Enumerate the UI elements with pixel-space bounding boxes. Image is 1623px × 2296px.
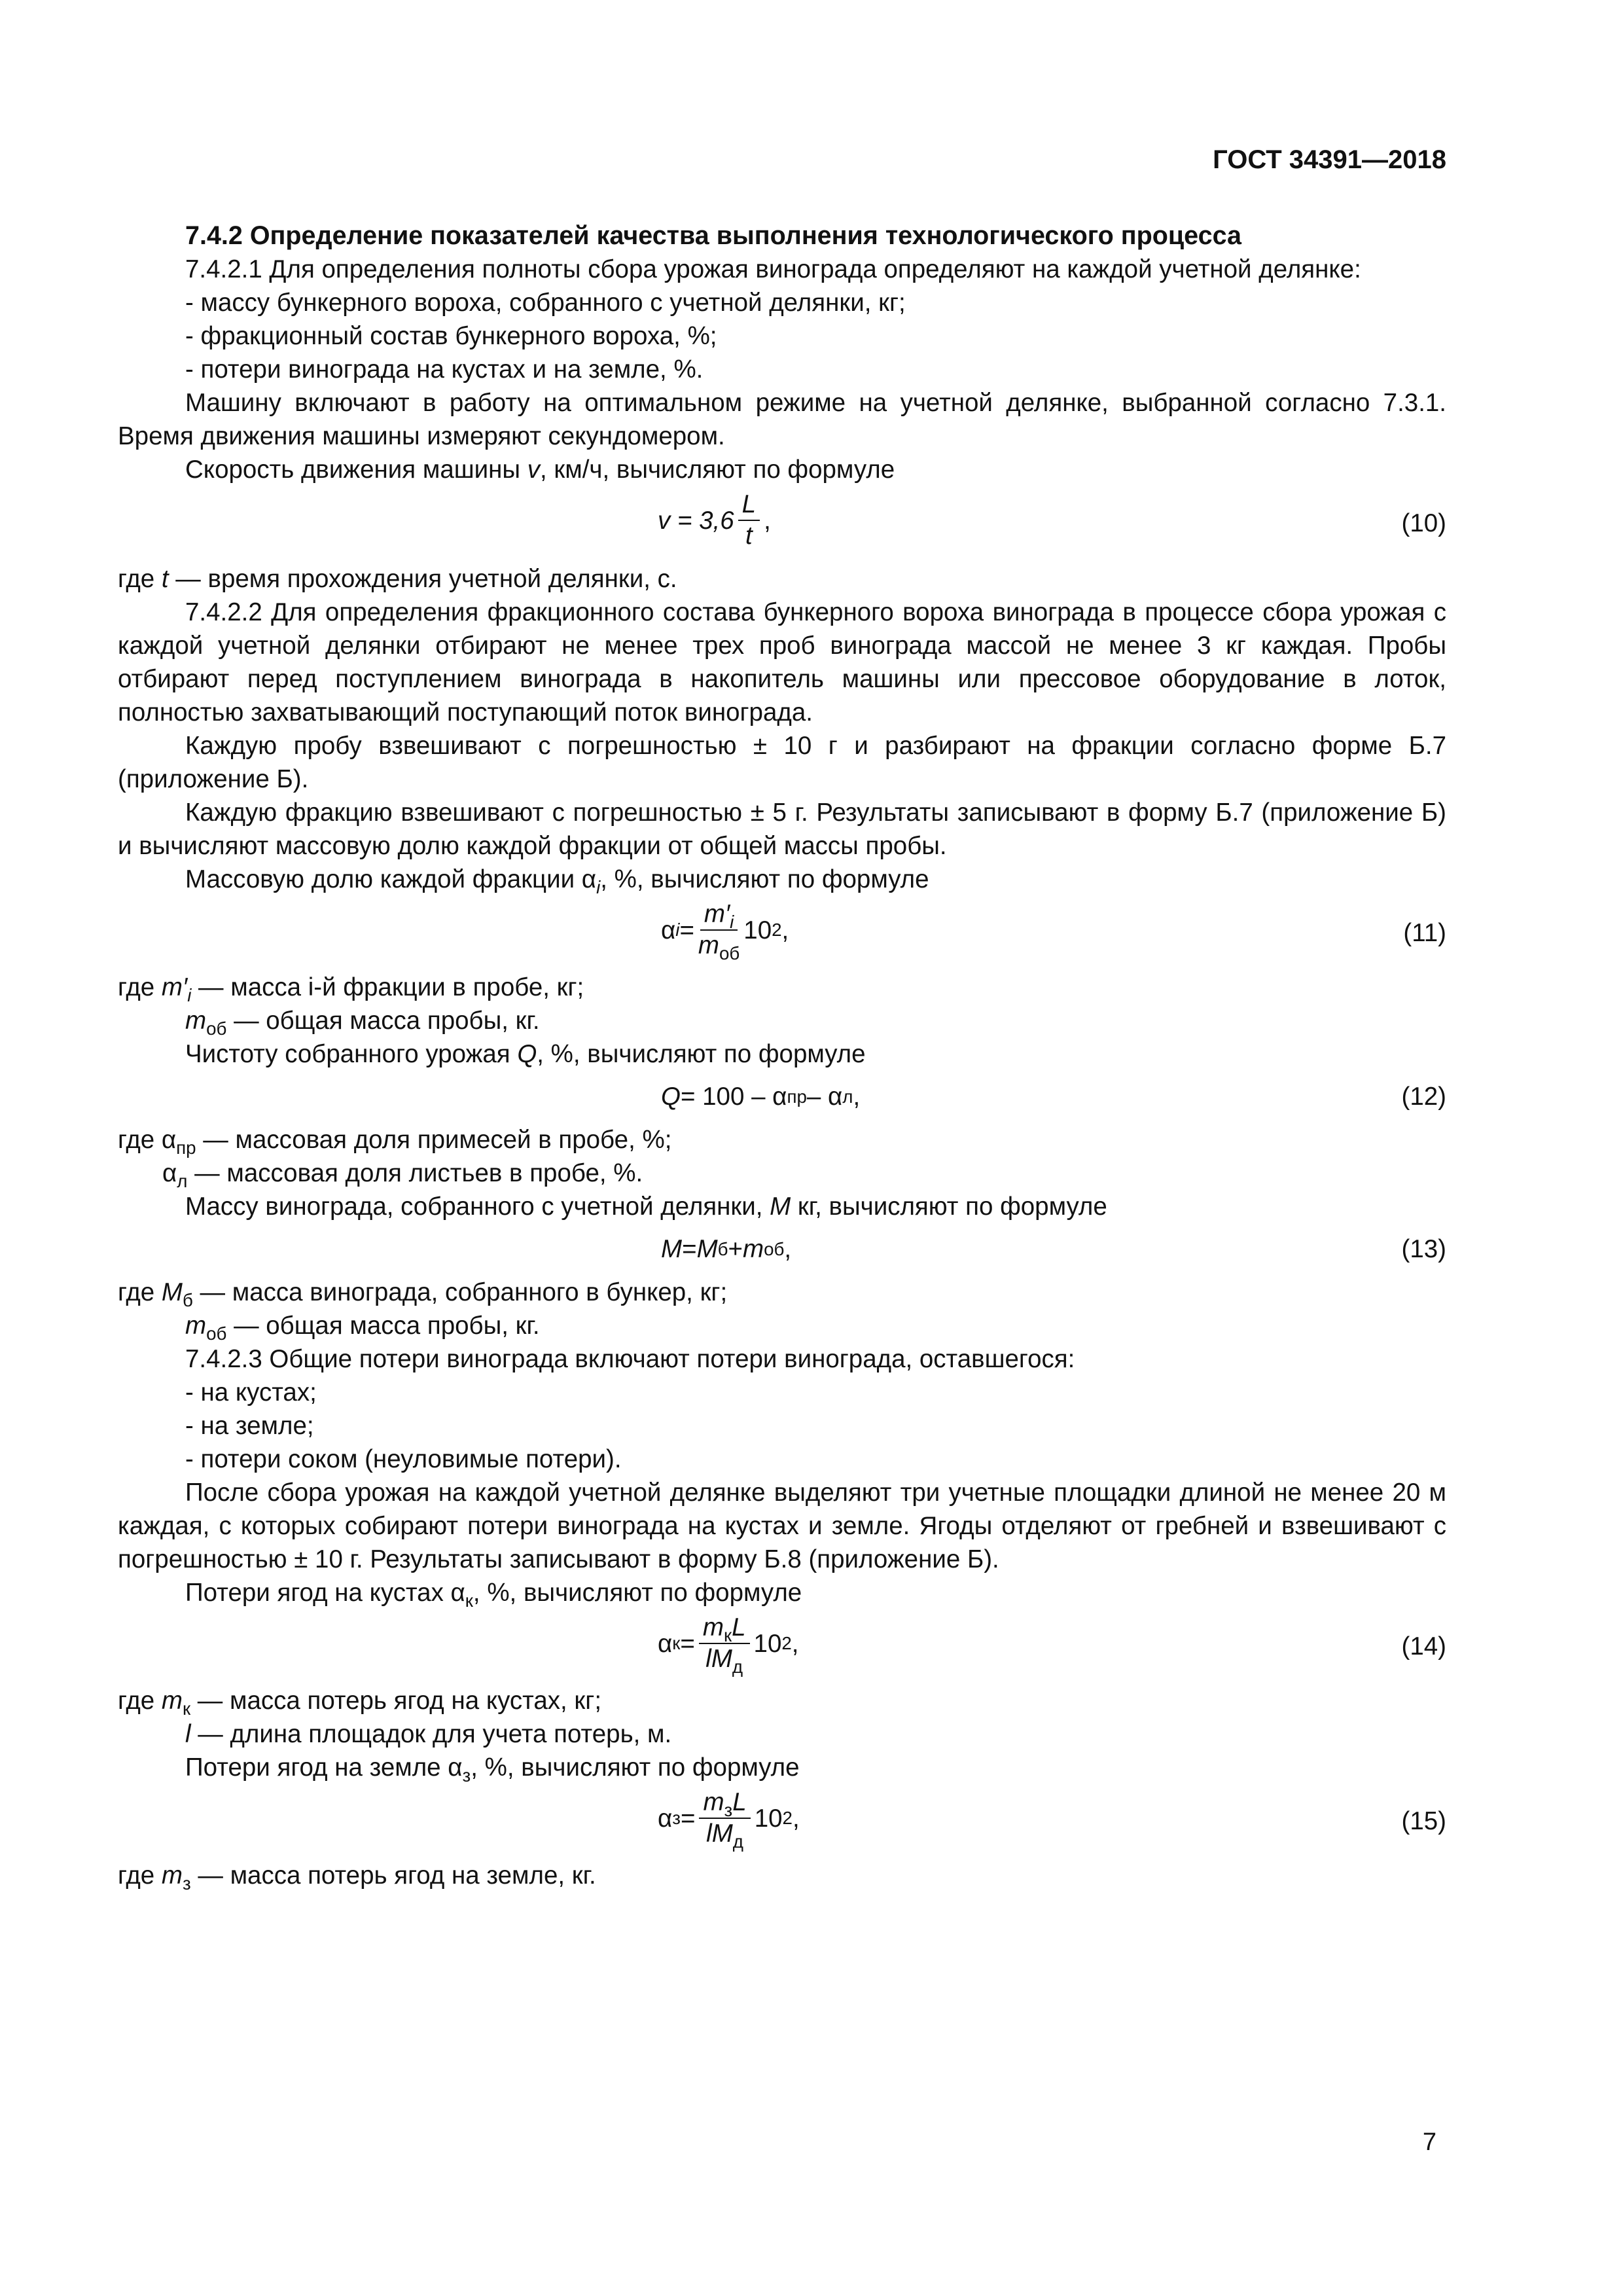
paragraph: Потери ягод на земле $\alpha_з$, %, вычисляют по формуле — [185, 1753, 800, 1785]
paragraph: Машину включают в работу на оптимальном режиме на учетной делянке, выбранной согласно 7.3.1. Время движения машины измеряют секундомером. — [118, 389, 1446, 450]
paragraph: После сбора урожая на каждой учетной делянке выделяют три учетные площадки длиной не менее 20 м каждая, с которых собирают потери винограда на кустах и земле. Ягоды отделяют от гребней и взвешивают с погрешностью ± 10 г. Результаты записывают в форму Б.8 (приложение Б). — [118, 1479, 1446, 1573]
equation-number: (14) — [1401, 1632, 1446, 1660]
where-clause: где $\alpha_{пр}$ — массовая доля примесей в пробе, %; — [118, 1126, 672, 1158]
paragraph: Каждую фракцию взвешивают с погрешностью ± 5 г. Результаты записывают в форму Б.7 (приложение Б) и вычисляют массовую долю каждой фракции от общей массы пробы. — [118, 798, 1446, 860]
formula: α к = $\frac{m_кL}{lM_д}$ 10 2 , — [658, 1613, 799, 1677]
list-item: - массу бункерного вороха, собранного с учетной делянки, кг; — [185, 289, 906, 317]
where-clause: где $M_б$ — масса винограда, собранного в бункер, кг; — [118, 1278, 728, 1310]
where-clause: $\alpha_л$ — массовая доля листьев в пробе, %. — [162, 1159, 643, 1191]
equation-10 — [118, 486, 1446, 562]
list-item: - потери винограда на кустах и на земле, %. — [185, 355, 704, 384]
paragraph: Потери ягод на кустах $\alpha_к$, %, вычисляют по формуле — [185, 1579, 802, 1611]
list-item: - фракционный состав бункерного вороха, %; — [185, 322, 717, 350]
document-body — [118, 219, 1446, 1892]
paragraph: 7.4.2.3 Общие потери винограда включают потери винограда, оставшегося: — [185, 1345, 1075, 1373]
equation-number: (11) — [1403, 919, 1446, 947]
where-clause: где t — время прохождения учетной делянки, с. — [118, 565, 677, 593]
formula: α з = $\frac{m_зL}{lM_д}$ 10 2 , — [658, 1788, 800, 1852]
paragraph: 7.4.2.1 Для определения полноты сбора урожая винограда определяют на каждой учетной делянке: — [185, 255, 1361, 283]
equation-number: (12) — [1401, 1083, 1446, 1111]
formula: Q = 100 – α пр – α л , — [661, 1083, 861, 1111]
where-clause: где $m'_i$ — масса i-й фракции в пробе, кг; — [118, 973, 584, 1005]
equation-14 — [118, 1609, 1446, 1684]
where-clause: где $m_з$ — масса потерь ягод на земле, кг. — [118, 1861, 596, 1893]
equation-13 — [118, 1223, 1446, 1276]
paragraph: Скорость движения машины v, км/ч, вычисляют по формуле — [185, 456, 895, 484]
where-clause: l — длина площадок для учета потерь, м. — [185, 1720, 672, 1748]
equation-15 — [118, 1784, 1446, 1859]
section-heading: 7.4.2 Определение показателей качества выполнения технологического процесса — [185, 221, 1242, 250]
paragraph: Каждую пробу взвешивают с погрешностью ± 10 г и разбирают на фракции согласно форме Б.7 (приложение Б). — [118, 732, 1446, 793]
page-number: 7 — [1422, 2128, 1436, 2156]
equation-number: (15) — [1401, 1807, 1446, 1835]
list-item: - на земле; — [185, 1412, 314, 1440]
paragraph: Массовую долю каждой фракции $\alpha_i$, %, вычисляют по формуле — [185, 865, 929, 897]
paragraph: Чистоту собранного урожая Q, %, вычисляют по формуле — [185, 1040, 866, 1068]
paragraph: 7.4.2.2 Для определения фракционного состава бункерного вороха винограда в процессе сбора урожая с каждой учетной делянки отбирают не менее трех проб винограда массой не менее 3 кг каждая. Пробы отбирают перед поступлением винограда в накопитель машины или прессовое оборудование в лоток, полностью захватывающий поступающий поток винограда. — [118, 598, 1446, 726]
paragraph: Массу винограда, собранного с учетной делянки, M кг, вычисляют по формуле — [185, 1193, 1107, 1221]
document-id-header: ГОСТ 34391—2018 — [1213, 145, 1446, 174]
list-item: - потери соком (неуловимые потери). — [185, 1445, 622, 1473]
where-clause: $m_{об}$ — общая масса пробы, кг. — [185, 1312, 540, 1344]
formula: α i = $\frac{m'_i}{m_{об}}$ 10 2 , — [661, 900, 789, 963]
equation-number: (13) — [1401, 1235, 1446, 1263]
formula: M = M б + m об , — [661, 1235, 792, 1263]
equation-number: (10) — [1401, 509, 1446, 537]
equation-12 — [118, 1071, 1446, 1123]
where-clause: $m_{об}$ — общая масса пробы, кг. — [185, 1007, 540, 1039]
list-item: - на кустах; — [185, 1378, 317, 1407]
equation-11 — [118, 896, 1446, 971]
formula: v = 3,6 $\frac{L}{t}$ , — [658, 490, 771, 550]
where-clause: где $m_к$ — масса потерь ягод на кустах, кг; — [118, 1687, 602, 1719]
